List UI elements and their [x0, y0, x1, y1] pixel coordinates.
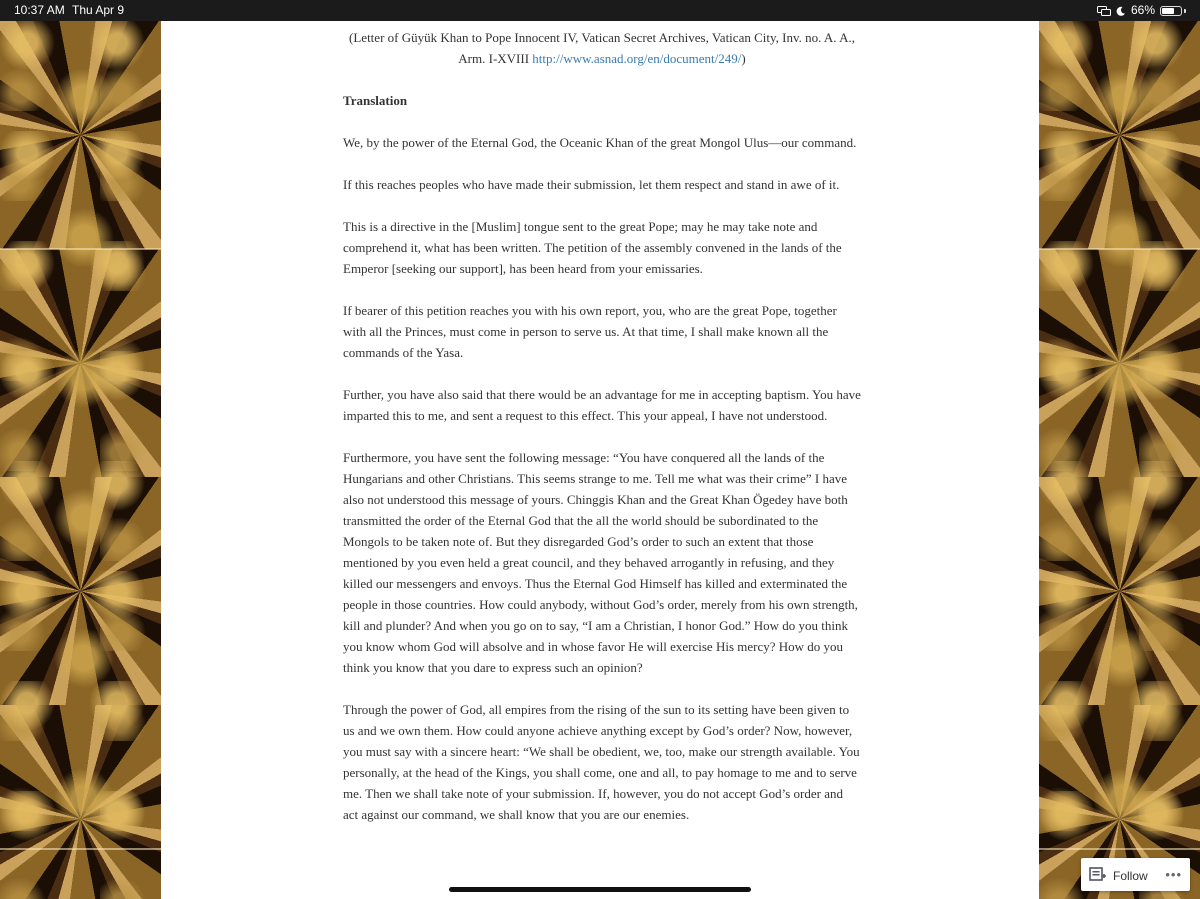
paragraph: We, by the power of the Eternal God, the Oceanic Khan of the great Mongol Ulus—our command.: [343, 135, 857, 150]
more-options-icon[interactable]: •••: [1165, 867, 1182, 882]
ornate-seam: [1039, 248, 1200, 250]
follow-label: Follow: [1113, 868, 1148, 883]
status-date: Thu Apr 9: [72, 3, 125, 17]
paragraph: If this reaches peoples who have made their submission, let them respect and stand in awe of it.: [343, 177, 840, 192]
paragraph: Furthermore, you have sent the following message: “You have conquered all the lands of the Hungarians and other Christians. This seems strange to me. Tell me what was their crime” I have also not understood this message of yours. Chinggis Khan and the Great Khan Ögedey have both transmitted the order of the Eternal God that the all the world should be subordinated to the Mongols to be taken note of. But they disregarded God’s order to such an extent that those mentioned by you even held a great council, and they behaved arrogantly in refusing, and they killed our messengers and envoys. Thus the Eternal God Himself has killed and exterminated the people in those countries. How could anybody, without God’s order, merely from his own strength, kill and plunder? And when you go on to say, “I am a Christian, I honor God.” How do you think you know whom God will absolve and in whose favor He will exercise His mercy? How do you think you know that you dare to express such an opinion?: [343, 450, 858, 675]
battery-percent: 66%: [1130, 3, 1155, 17]
battery-fill: [1162, 8, 1174, 14]
ornate-seam: [0, 248, 161, 250]
status-time: 10:37 AM: [14, 3, 65, 17]
citation-link[interactable]: http://www.asnad.org/en/document/249/: [532, 51, 742, 66]
home-indicator[interactable]: [449, 887, 751, 892]
ornate-seam: [0, 848, 161, 850]
battery-icon: [1160, 6, 1182, 16]
article-panel: [161, 21, 1039, 899]
do-not-disturb-moon-icon: [1116, 6, 1126, 16]
ornate-seam: [1039, 848, 1200, 850]
article-content: [343, 21, 861, 846]
battery-nub: [1184, 9, 1186, 13]
ornate-background-left: [0, 21, 161, 899]
citation-text: (Letter of Güyük Khan to Pope Innocent IV, Vatican Secret Archives, Vatican City, Inv. no. A. A., Arm. I-XVIII: [349, 30, 855, 66]
ornate-background-right: [1039, 21, 1200, 899]
follow-button[interactable]: [1089, 866, 1148, 885]
citation: [343, 27, 861, 69]
follow-widget: [1081, 858, 1190, 891]
reader-follow-icon: [1089, 866, 1107, 885]
paragraph: Further, you have also said that there would be an advantage for me in accepting baptism. You have imparted this to me, and sent a request to this effect. This your appeal, I have not understood.: [343, 387, 861, 423]
paragraph: Through the power of God, all empires from the rising of the sun to its setting have been given to us and we own them. How could anyone achieve anything except by God’s order? Now, however, you must say with a sincere heart: “We shall be obedient, we, too, make our strength available. You personally, at the head of the Kings, you shall come, one and all, to pay homage to me and to serve me. Then we shall take note of your submission. If, however, you do not accept God’s order and act against our command, we shall know that you are our enemies.: [343, 702, 860, 822]
citation-close: ): [741, 51, 746, 66]
status-bar: [0, 0, 1200, 21]
paragraph: If bearer of this petition reaches you with his own report, you, who are the great Pope, together with all the Princes, must come in person to serve us. At that time, I shall make known all the commands of the Yasa.: [343, 303, 837, 360]
section-heading: Translation: [343, 93, 408, 108]
screen-mirroring-icon: [1097, 6, 1111, 16]
status-indicators: [1097, 0, 1186, 21]
paragraph: This is a directive in the [Muslim] tongue sent to the great Pope; may he may take note and comprehend it, what has been written. The petition of the assembly convened in the lands of the Emperor [seeking our support], has been heard from your emissaries.: [343, 219, 842, 276]
